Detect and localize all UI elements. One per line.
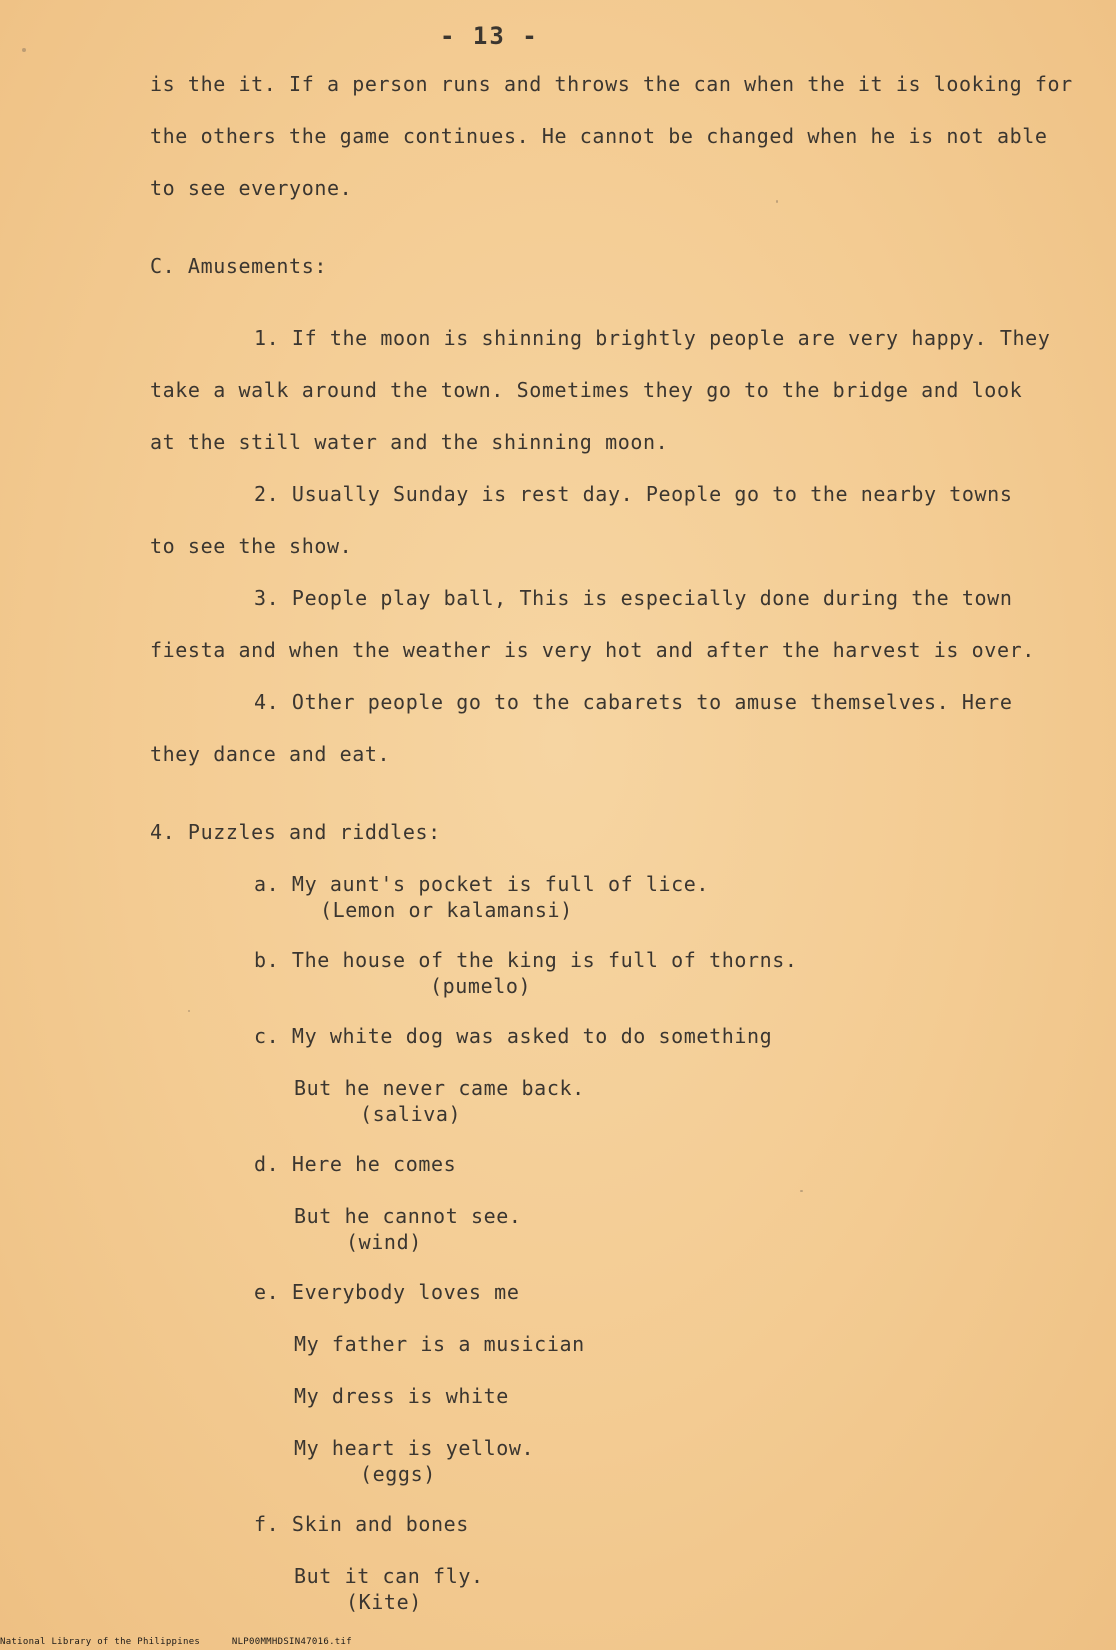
riddle-d: d. Here he comes xyxy=(254,1152,457,1176)
riddle-e-line: My dress is white xyxy=(294,1384,509,1408)
page-number: - 13 - xyxy=(440,22,539,50)
paragraph-line: is the it. If a person runs and throws the can when the it is looking for xyxy=(150,72,1073,96)
scan-footer xyxy=(0,1637,378,1647)
riddle-f-answer: (Kite) xyxy=(346,1590,422,1614)
amusement-item-3-cont: fiesta and when the weather is very hot and after the harvest is over. xyxy=(150,638,1035,662)
section-heading-riddles: 4. Puzzles and riddles: xyxy=(150,820,441,844)
riddle-e: e. Everybody loves me xyxy=(254,1280,520,1304)
footer-filename: NLP00MMHDSIN47016.tif xyxy=(231,1637,352,1647)
paper-speck xyxy=(800,1190,803,1192)
amusement-item-2-cont: to see the show. xyxy=(150,534,353,558)
amusement-item-1: 1. If the moon is shinning brightly people are very happy. They xyxy=(254,326,1051,350)
riddle-e-line: My father is a musician xyxy=(294,1332,585,1356)
riddle-c-line: But he never came back. xyxy=(294,1076,585,1100)
riddle-d-line: But he cannot see. xyxy=(294,1204,522,1228)
riddle-a: a. My aunt's pocket is full of lice. xyxy=(254,872,710,896)
footer-library: National Library of the Philippines xyxy=(0,1637,201,1647)
paper-speck xyxy=(188,1010,190,1012)
riddle-c-answer: (saliva) xyxy=(360,1102,462,1126)
riddle-f-line: But it can fly. xyxy=(294,1564,484,1588)
paper-speck xyxy=(22,48,26,52)
riddle-e-answer: (eggs) xyxy=(360,1462,436,1486)
amusement-item-3: 3. People play ball, This is especially done during the town xyxy=(254,586,1013,610)
riddle-d-answer: (wind) xyxy=(346,1230,422,1254)
riddle-c: c. My white dog was asked to do something xyxy=(254,1024,773,1048)
riddle-f: f. Skin and bones xyxy=(254,1512,469,1536)
riddle-a-answer: (Lemon or kalamansi) xyxy=(320,898,573,922)
amusement-item-1-cont: take a walk around the town. Sometimes they go to the bridge and look xyxy=(150,378,1023,402)
section-heading-amusements: C. Amusements: xyxy=(150,254,327,278)
paragraph-line: to see everyone. xyxy=(150,176,353,200)
amusement-item-4-cont: they dance and eat. xyxy=(150,742,391,766)
amusement-item-2: 2. Usually Sunday is rest day. People go to the nearby towns xyxy=(254,482,1013,506)
riddle-e-line: My heart is yellow. xyxy=(294,1436,535,1460)
amusement-item-1-cont: at the still water and the shinning moon. xyxy=(150,430,669,454)
riddle-b: b. The house of the king is full of thorns. xyxy=(254,948,798,972)
riddle-b-answer: (pumelo) xyxy=(430,974,532,998)
paragraph-line: the others the game continues. He cannot be changed when he is not able xyxy=(150,124,1048,148)
amusement-item-4: 4. Other people go to the cabarets to amuse themselves. Here xyxy=(254,690,1013,714)
paper-speck xyxy=(776,200,778,203)
